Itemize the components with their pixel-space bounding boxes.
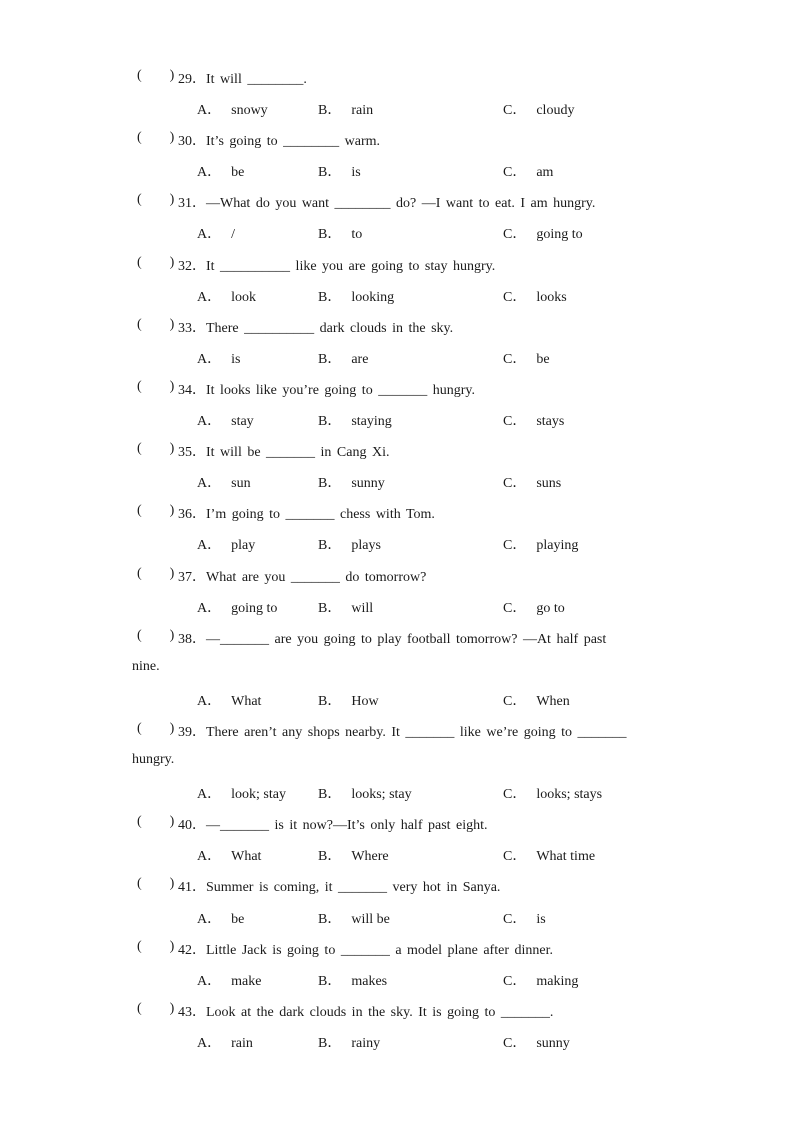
option-label: A．	[197, 289, 222, 305]
option-label: C．	[503, 289, 527, 305]
option-c[interactable]	[503, 223, 583, 243]
option-b[interactable]	[318, 348, 368, 368]
option-label: A．	[197, 351, 222, 367]
answer-blank[interactable]: ( )	[137, 316, 175, 332]
option-label: B．	[318, 600, 342, 616]
question-41	[0, 870, 794, 901]
answer-blank[interactable]: ( )	[137, 192, 175, 208]
option-text: rain	[351, 103, 374, 119]
options-row	[0, 155, 794, 186]
question-stem: 38．—_______ are you going to play football tomorrow? —At half past	[178, 631, 607, 647]
option-text: will be	[351, 911, 390, 927]
option-c[interactable]	[503, 783, 602, 803]
option-a[interactable]	[197, 410, 254, 430]
option-label: C．	[503, 165, 527, 181]
question-number: 37	[178, 569, 192, 585]
option-c[interactable]	[503, 597, 565, 617]
option-text: staying	[351, 414, 392, 430]
question-29	[0, 62, 794, 93]
option-text: look; stay	[231, 787, 286, 803]
option-text: be	[231, 165, 245, 181]
options-row	[0, 964, 794, 995]
option-c[interactable]	[503, 348, 550, 368]
options-row	[0, 591, 794, 622]
question-number: 33	[178, 320, 192, 336]
option-a[interactable]	[197, 845, 261, 865]
question-33	[0, 311, 794, 342]
question-number: 34	[178, 382, 192, 398]
question-32	[0, 249, 794, 280]
option-b[interactable]	[318, 970, 387, 990]
option-text: cloudy	[536, 103, 575, 119]
option-label: B．	[318, 911, 342, 927]
option-text: is	[231, 351, 241, 367]
options-row	[0, 777, 794, 808]
options-row	[0, 342, 794, 373]
question-37	[0, 560, 794, 591]
options-row	[0, 404, 794, 435]
option-c[interactable]	[503, 970, 578, 990]
question-text: Summer is coming, it _______ very hot in Sanya.	[206, 880, 501, 896]
option-a[interactable]	[197, 534, 255, 554]
question-31	[0, 186, 794, 217]
question-stem: 34．It looks like you’re going to _______ hungry.	[178, 382, 475, 398]
question-stem: 29．It will ________.	[178, 72, 307, 87]
option-label: C．	[503, 973, 527, 989]
question-text: There aren’t any shops nearby. It _______ like we’re going to _______	[206, 724, 627, 740]
options-row	[0, 528, 794, 559]
option-b[interactable]	[318, 161, 361, 181]
option-text: sunny	[351, 476, 385, 492]
option-b[interactable]	[318, 597, 373, 617]
answer-blank[interactable]: ( )	[137, 876, 175, 892]
question-text: —_______ are you going to play football tomorrow? —At half past	[206, 631, 607, 647]
question-text: It will ________.	[206, 72, 307, 87]
option-label: A．	[197, 600, 222, 616]
question-number: 42	[178, 942, 192, 958]
option-label: B．	[318, 693, 342, 709]
question-text: —_______ is it now?—It’s only half past eight.	[206, 818, 488, 834]
option-label: B．	[318, 414, 342, 430]
option-b[interactable]	[318, 472, 385, 492]
option-c[interactable]	[503, 99, 574, 119]
option-a[interactable]	[197, 908, 244, 928]
options-row	[0, 1026, 794, 1057]
question-number: 35	[178, 445, 192, 461]
options-row	[0, 902, 794, 933]
option-text: snowy	[231, 103, 268, 119]
option-text: be	[231, 911, 245, 927]
question-text-wrap: hungry.	[132, 752, 175, 768]
question-stem: 43．Look at the dark clouds in the sky. It is going to _______.	[178, 1004, 554, 1020]
option-label: C．	[503, 414, 527, 430]
option-label: B．	[318, 787, 342, 803]
option-text: will	[351, 600, 374, 616]
question-36	[0, 497, 794, 528]
option-label: A．	[197, 787, 222, 803]
answer-blank[interactable]: ( )	[137, 378, 175, 394]
question-stem: 35．It will be _______ in Cang Xi.	[178, 445, 390, 461]
option-label: A．	[197, 693, 222, 709]
option-b[interactable]	[318, 534, 381, 554]
option-a[interactable]	[197, 223, 235, 243]
option-b[interactable]	[318, 99, 373, 119]
option-text: looking	[351, 289, 395, 305]
option-label: A．	[197, 227, 222, 243]
question-stem: 31．—What do you want ________ do? —I want to eat. I am hungry.	[178, 196, 596, 212]
option-c[interactable]	[503, 472, 561, 492]
option-c[interactable]	[503, 161, 553, 181]
question-text-wrap: nine.	[132, 658, 160, 674]
option-b[interactable]	[318, 908, 390, 928]
option-label: A．	[197, 849, 222, 865]
answer-blank[interactable]: ( )	[137, 503, 175, 519]
option-c[interactable]	[503, 1032, 570, 1052]
option-label: B．	[318, 538, 342, 554]
question-number: 38	[178, 631, 192, 647]
option-b[interactable]	[318, 783, 412, 803]
option-text: play	[231, 538, 256, 554]
question-stem: 33．There __________ dark clouds in the sky.	[178, 320, 454, 336]
option-c[interactable]	[503, 690, 570, 710]
options-row	[0, 466, 794, 497]
question-number: 29	[178, 72, 192, 87]
option-text: What	[231, 849, 262, 865]
option-text: /	[231, 227, 236, 243]
option-label: B．	[318, 1035, 342, 1051]
option-label: A．	[197, 165, 222, 181]
option-label: C．	[503, 911, 527, 927]
option-c[interactable]	[503, 534, 578, 554]
question-text: It will be _______ in Cang Xi.	[206, 445, 390, 461]
option-text: going to	[231, 600, 278, 616]
answer-blank[interactable]: ( )	[137, 254, 175, 270]
option-text: What time	[536, 849, 596, 865]
option-text: When	[536, 693, 570, 709]
option-text: makes	[351, 973, 388, 989]
options-row	[0, 217, 794, 248]
option-label: C．	[503, 351, 527, 367]
option-label: B．	[318, 973, 342, 989]
option-label: B．	[318, 103, 342, 119]
option-text: stays	[536, 414, 565, 430]
question-stem: 37．What are you _______ do tomorrow?	[178, 569, 427, 585]
answer-blank[interactable]: ( )	[137, 938, 175, 954]
option-text: making	[536, 973, 579, 989]
option-b[interactable]	[318, 223, 362, 243]
option-a[interactable]	[197, 161, 244, 181]
question-text: I’m going to _______ chess with Tom.	[206, 507, 435, 523]
option-label: C．	[503, 693, 527, 709]
question-40	[0, 808, 794, 839]
option-b[interactable]	[318, 845, 389, 865]
question-number: 30	[178, 134, 192, 150]
option-a[interactable]	[197, 472, 251, 492]
answer-blank[interactable]: ( )	[137, 130, 175, 146]
option-label: B．	[318, 227, 342, 243]
question-continuation	[0, 653, 794, 684]
question-stem: 41．Summer is coming, it _______ very hot in Sanya.	[178, 880, 501, 896]
question-text: There __________ dark clouds in the sky.	[206, 320, 454, 336]
worksheet	[0, 62, 794, 1057]
question-number: 39	[178, 724, 192, 740]
answer-blank[interactable]: ( )	[137, 720, 175, 736]
answer-blank[interactable]: ( )	[137, 68, 175, 83]
option-text: be	[536, 351, 550, 367]
question-text: It __________ like you are going to stay hungry.	[206, 258, 496, 274]
option-label: C．	[503, 103, 527, 119]
question-number: 43	[178, 1004, 192, 1020]
option-text: playing	[536, 538, 579, 554]
option-c[interactable]	[503, 286, 567, 306]
option-text: looks; stay	[351, 787, 412, 803]
option-a[interactable]	[197, 99, 268, 119]
option-text: look	[231, 289, 257, 305]
options-row	[0, 839, 794, 870]
option-label: B．	[318, 476, 342, 492]
option-label: A．	[197, 476, 222, 492]
question-text: —What do you want ________ do? —I want to eat. I am hungry.	[206, 196, 596, 212]
option-text: is	[536, 911, 546, 927]
option-text: going to	[536, 227, 583, 243]
option-label: C．	[503, 227, 527, 243]
option-text: looks; stays	[536, 787, 603, 803]
option-label: C．	[503, 787, 527, 803]
option-b[interactable]	[318, 1032, 380, 1052]
question-text: What are you _______ do tomorrow?	[206, 569, 427, 585]
question-39	[0, 715, 794, 746]
option-c[interactable]	[503, 845, 595, 865]
option-label: B．	[318, 351, 342, 367]
question-number: 32	[178, 258, 192, 274]
option-label: C．	[503, 538, 527, 554]
option-label: A．	[197, 1035, 222, 1051]
question-stem: 40．—_______ is it now?—It’s only half past eight.	[178, 818, 488, 834]
question-34	[0, 373, 794, 404]
question-stem: 39．There aren’t any shops nearby. It _______ like we’re going to _______	[178, 724, 627, 740]
option-label: C．	[503, 849, 527, 865]
option-text: What	[231, 693, 262, 709]
question-continuation	[0, 746, 794, 777]
answer-blank[interactable]: ( )	[137, 627, 175, 643]
option-a[interactable]	[197, 783, 286, 803]
question-text: Little Jack is going to _______ a model plane after dinner.	[206, 942, 553, 958]
option-text: sun	[231, 476, 251, 492]
question-38	[0, 622, 794, 653]
option-label: A．	[197, 103, 222, 119]
option-text: make	[231, 973, 262, 989]
option-label: B．	[318, 165, 342, 181]
option-a[interactable]	[197, 286, 256, 306]
option-text: go to	[536, 600, 565, 616]
option-c[interactable]	[503, 908, 546, 928]
option-label: A．	[197, 538, 222, 554]
option-label: A．	[197, 414, 222, 430]
option-label: C．	[503, 476, 527, 492]
option-a[interactable]	[197, 970, 261, 990]
option-text: to	[351, 227, 363, 243]
answer-blank[interactable]: ( )	[137, 1000, 175, 1016]
option-text: suns	[536, 476, 562, 492]
answer-blank[interactable]: ( )	[137, 441, 175, 457]
option-label: C．	[503, 600, 527, 616]
question-30	[0, 124, 794, 155]
option-a[interactable]	[197, 348, 240, 368]
question-stem: 42．Little Jack is going to _______ a model plane after dinner.	[178, 942, 553, 958]
question-42	[0, 933, 794, 964]
option-a[interactable]	[197, 1032, 253, 1052]
question-number: 40	[178, 818, 192, 834]
option-text: How	[351, 693, 379, 709]
question-stem: 30．It’s going to ________ warm.	[178, 134, 381, 150]
option-b[interactable]	[318, 410, 392, 430]
options-row	[0, 280, 794, 311]
answer-blank[interactable]: ( )	[137, 814, 175, 830]
question-text: Look at the dark clouds in the sky. It is going to _______.	[206, 1004, 554, 1020]
option-a[interactable]	[197, 597, 277, 617]
option-label: B．	[318, 289, 342, 305]
option-b[interactable]	[318, 286, 394, 306]
option-text: rainy	[351, 1035, 381, 1051]
option-label: A．	[197, 911, 222, 927]
option-c[interactable]	[503, 410, 564, 430]
question-number: 31	[178, 196, 192, 212]
options-row	[0, 684, 794, 715]
option-text: Where	[351, 849, 389, 865]
option-text: are	[351, 351, 369, 367]
option-text: rain	[231, 1035, 253, 1051]
options-row	[0, 93, 794, 124]
option-label: A．	[197, 973, 222, 989]
option-text: looks	[536, 289, 567, 305]
question-number: 41	[178, 880, 192, 896]
question-stem: 36．I’m going to _______ chess with Tom.	[178, 507, 435, 523]
question-number: 36	[178, 507, 192, 523]
question-text: It’s going to ________ warm.	[206, 134, 381, 150]
question-stem: 32．It __________ like you are going to stay hungry.	[178, 258, 496, 274]
question-43	[0, 995, 794, 1026]
question-35	[0, 435, 794, 466]
option-text: plays	[351, 538, 381, 554]
option-label: C．	[503, 1035, 527, 1051]
option-a[interactable]	[197, 690, 261, 710]
option-b[interactable]	[318, 690, 379, 710]
option-text: is	[351, 165, 361, 181]
option-text: stay	[231, 414, 254, 430]
option-label: B．	[318, 849, 342, 865]
option-text: am	[536, 165, 554, 181]
option-text: sunny	[536, 1035, 570, 1051]
answer-blank[interactable]: ( )	[137, 565, 175, 581]
question-text: It looks like you’re going to _______ hungry.	[206, 382, 475, 398]
